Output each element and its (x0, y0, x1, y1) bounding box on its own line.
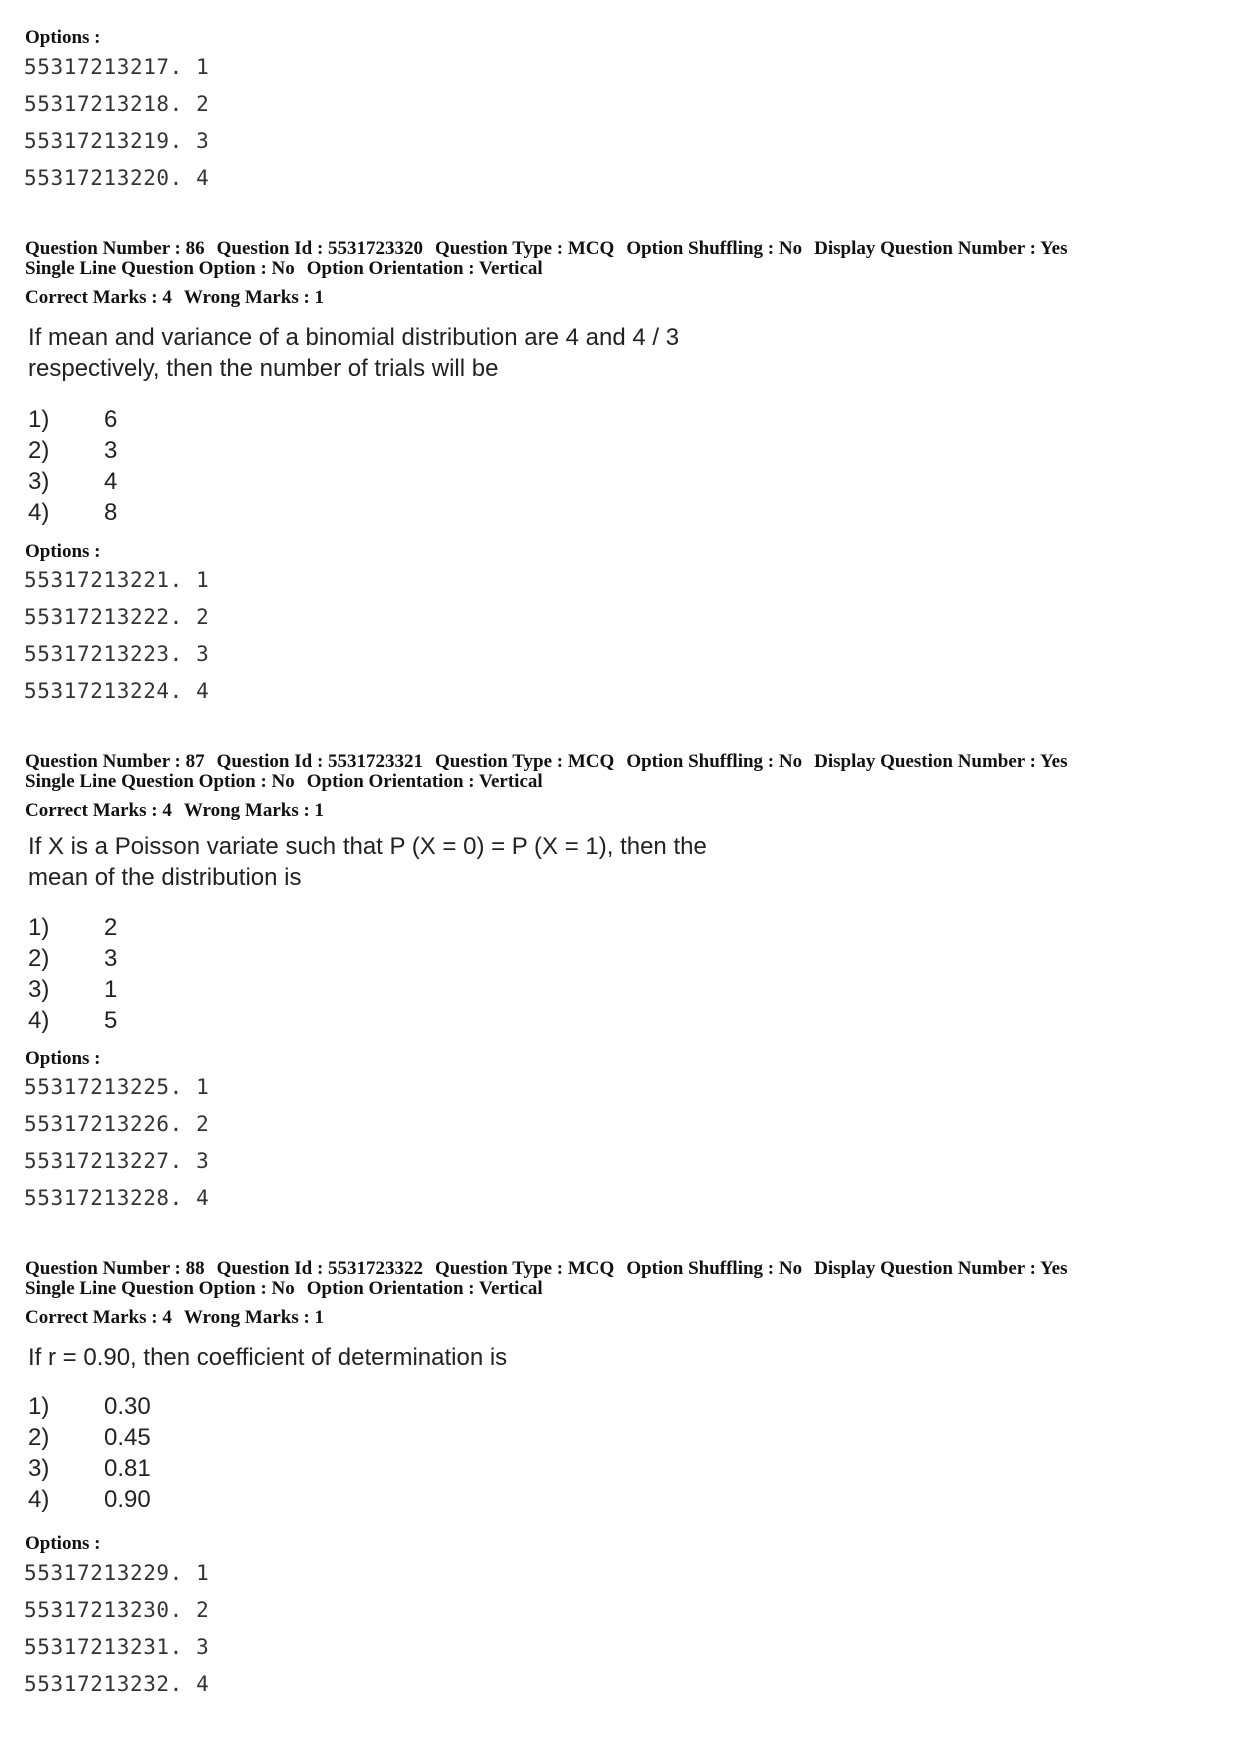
option-line: 55317213229. 1 (24, 1561, 210, 1585)
option-orientation: Option Orientation : Vertical (306, 771, 543, 792)
option-line: 55317213218. 2 (24, 92, 210, 116)
stem-line: If mean and variance of a binomial distribution are 4 and 4 / 3 (28, 324, 680, 351)
question-meta-line1 (25, 752, 1079, 772)
question-number: Question Number : 87 (25, 751, 205, 772)
option-line: 55317213228. 4 (24, 1186, 210, 1210)
option-line: 55317213220. 4 (24, 166, 210, 190)
option-orientation: Option Orientation : Vertical (306, 258, 543, 279)
choice-number: 2) (28, 1424, 50, 1451)
answer-choice (28, 1391, 151, 1422)
question-meta-line2 (25, 772, 555, 792)
display-question-number: Display Question Number : Yes (814, 751, 1068, 772)
choice-number: 2) (28, 437, 50, 464)
answer-choice (28, 974, 117, 1005)
question-marks (25, 288, 336, 308)
single-line-option: Single Line Question Option : No (25, 771, 295, 792)
choice-value: 0.45 (104, 1424, 151, 1451)
correct-marks: Correct Marks : 4 (25, 1307, 172, 1328)
question-id: Question Id : 5531723322 (216, 1258, 424, 1279)
choice-value: 5 (104, 1007, 118, 1034)
wrong-marks: Wrong Marks : 1 (183, 800, 325, 821)
answer-choice (28, 1005, 117, 1036)
stem-line: If X is a Poisson variate such that P (X = 0) = P (X = 1), then the (28, 833, 707, 860)
answer-choice (28, 404, 117, 435)
option-line: 55317213231. 3 (24, 1635, 210, 1659)
choice-number: 4) (28, 1486, 50, 1513)
wrong-marks: Wrong Marks : 1 (183, 287, 325, 308)
option-line: 55317213219. 3 (24, 129, 210, 153)
answer-choice (28, 1422, 151, 1453)
answer-choice (28, 943, 117, 974)
question-stem (28, 322, 928, 384)
choice-value: 2 (104, 914, 118, 941)
correct-marks: Correct Marks : 4 (25, 287, 172, 308)
choice-value: 0.81 (104, 1455, 151, 1482)
options-heading: Options : (25, 1533, 101, 1554)
question-number: Question Number : 86 (25, 238, 205, 259)
question-type: Question Type : MCQ (435, 238, 615, 259)
choice-value: 6 (104, 406, 118, 433)
option-line: 55317213232. 4 (24, 1672, 210, 1696)
correct-marks: Correct Marks : 4 (25, 800, 172, 821)
option-shuffling: Option Shuffling : No (626, 1258, 803, 1279)
option-line: 55317213221. 1 (24, 568, 210, 592)
choice-value: 1 (104, 976, 118, 1003)
answer-choice (28, 466, 117, 497)
display-question-number: Display Question Number : Yes (814, 1258, 1068, 1279)
choice-number: 1) (28, 914, 50, 941)
answer-choice (28, 1484, 151, 1515)
choice-value: 4 (104, 468, 118, 495)
choice-value: 0.30 (104, 1393, 151, 1420)
choice-number: 3) (28, 1455, 50, 1482)
option-orientation: Option Orientation : Vertical (306, 1278, 543, 1299)
question-stem (28, 1342, 928, 1373)
option-line: 55317213222. 2 (24, 605, 210, 629)
options-heading: Options : (25, 541, 101, 562)
choice-number: 3) (28, 976, 50, 1003)
wrong-marks: Wrong Marks : 1 (183, 1307, 325, 1328)
answer-choice (28, 1453, 151, 1484)
question-meta-line2 (25, 1279, 555, 1299)
question-marks (25, 801, 336, 821)
question-meta-line2 (25, 259, 555, 279)
choice-value: 3 (104, 945, 118, 972)
choice-value: 0.90 (104, 1486, 151, 1513)
option-line: 55317213227. 3 (24, 1149, 210, 1173)
question-meta-line1 (25, 1259, 1079, 1279)
option-line: 55317213225. 1 (24, 1075, 210, 1099)
choice-value: 8 (104, 499, 118, 526)
choice-value: 3 (104, 437, 118, 464)
question-id: Question Id : 5531723321 (216, 751, 424, 772)
option-shuffling: Option Shuffling : No (626, 751, 803, 772)
choice-number: 1) (28, 1393, 50, 1420)
choice-number: 4) (28, 499, 50, 526)
option-shuffling: Option Shuffling : No (626, 238, 803, 259)
choice-number: 1) (28, 406, 50, 433)
options-heading: Options : (25, 27, 101, 48)
option-line: 55317213230. 2 (24, 1598, 210, 1622)
choice-number: 2) (28, 945, 50, 972)
option-line: 55317213224. 4 (24, 679, 210, 703)
option-line: 55317213223. 3 (24, 642, 210, 666)
answer-choice (28, 435, 117, 466)
question-marks (25, 1308, 336, 1328)
option-line: 55317213226. 2 (24, 1112, 210, 1136)
question-type: Question Type : MCQ (435, 751, 615, 772)
question-type: Question Type : MCQ (435, 1258, 615, 1279)
answer-choice (28, 912, 117, 943)
question-number: Question Number : 88 (25, 1258, 205, 1279)
question-meta-line1 (25, 239, 1079, 259)
display-question-number: Display Question Number : Yes (814, 238, 1068, 259)
option-line: 55317213217. 1 (24, 55, 210, 79)
question-id: Question Id : 5531723320 (216, 238, 424, 259)
stem-line: mean of the distribution is (28, 864, 302, 891)
question-stem (28, 831, 928, 893)
single-line-option: Single Line Question Option : No (25, 1278, 295, 1299)
choice-number: 4) (28, 1007, 50, 1034)
stem-line: respectively, then the number of trials will be (28, 355, 499, 382)
stem-line: If r = 0.90, then coefficient of determination is (28, 1344, 508, 1371)
options-heading: Options : (25, 1048, 101, 1069)
answer-choice (28, 497, 117, 528)
choice-number: 3) (28, 468, 50, 495)
single-line-option: Single Line Question Option : No (25, 258, 295, 279)
